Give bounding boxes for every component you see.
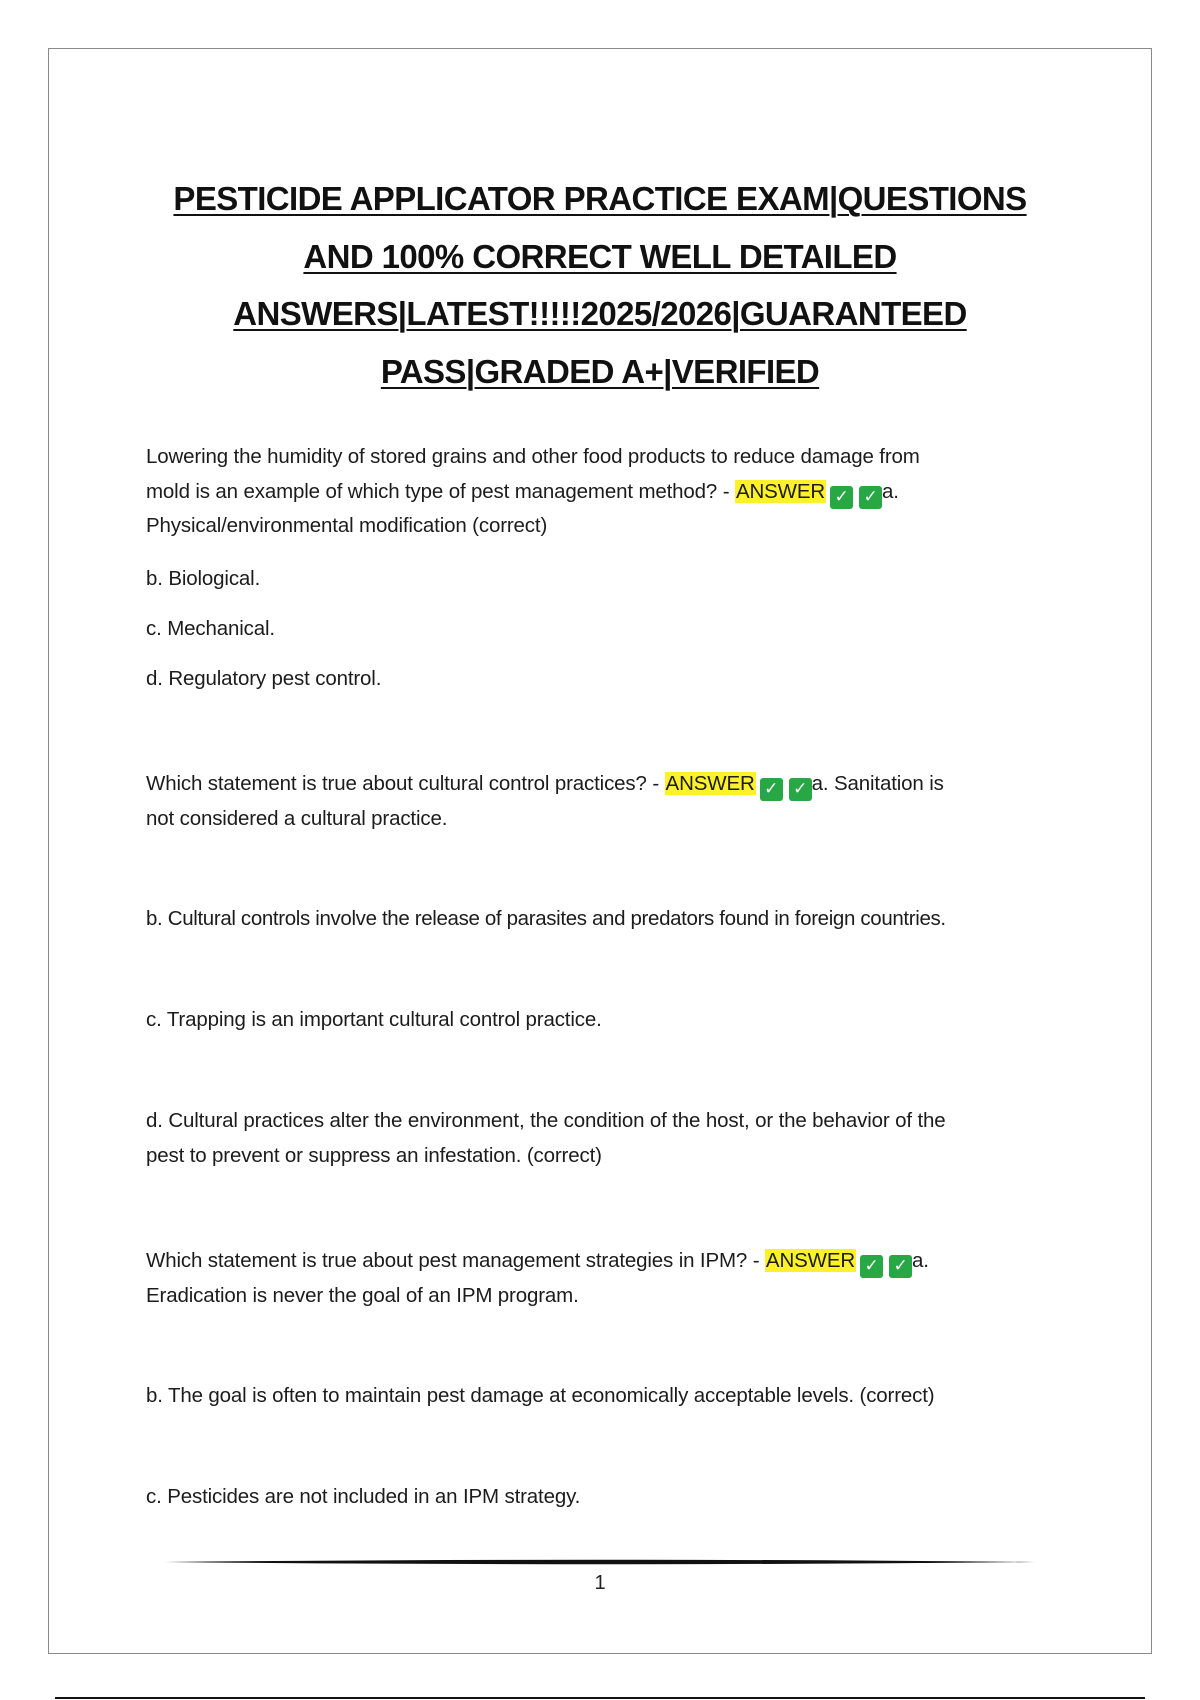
question-1-option-b: b. Biological. — [146, 567, 261, 590]
title-line-2: AND 100% CORRECT WELL DETAILED — [303, 237, 897, 275]
question-3-answer-continuation: Eradication is never the goal of an IPM program. — [146, 1283, 579, 1307]
title-line-3: ANSWERS|LATEST!!!!!2025/2026|GUARANTEED — [233, 295, 967, 333]
question-1-stem-line-2: mold is an example of which type of pest management method? - — [146, 479, 735, 503]
question-2-answer-start: a. Sanitation is — [811, 772, 944, 795]
question-2-option-c: c. Trapping is an important cultural control practice. — [146, 1008, 602, 1031]
question-2-option-d-line-1: d. Cultural practices alter the environment, the condition of the host, or the behavior of the — [146, 1109, 946, 1132]
question-3-stem — [146, 1244, 1066, 1313]
question-2-option-b: b. Cultural controls involve the release of parasites and predators found in foreign countries. — [146, 907, 946, 930]
question-1-answer-start: a. — [882, 479, 899, 503]
question-1-option-c: c. Mechanical. — [146, 617, 275, 640]
check-mark-icon: ✓ — [889, 1255, 912, 1278]
check-mark-icon: ✓ — [760, 778, 783, 801]
check-mark-icon: ✓ — [830, 486, 853, 509]
question-1-stem-line-1: Lowering the humidity of stored grains and other food products to reduce damage from — [146, 445, 920, 468]
question-3-answer-start: a. — [912, 1249, 929, 1272]
answer-highlight: ANSWER — [765, 1249, 855, 1272]
question-2-stem-text: Which statement is true about cultural control practices? - — [146, 772, 665, 795]
question-2-option-d — [146, 1104, 1066, 1173]
question-3-option-b: b. The goal is often to maintain pest damage at economically acceptable levels. (correct) — [146, 1384, 935, 1407]
check-mark-icon: ✓ — [860, 1255, 883, 1278]
question-2-answer-continuation: not considered a cultural practice. — [146, 806, 448, 830]
page-number: 1 — [594, 1572, 606, 1594]
check-mark-icon: ✓ — [859, 486, 882, 509]
question-3-stem-text: Which statement is true about pest management strategies in IPM? - — [146, 1249, 765, 1272]
title-line-4: PASS|GRADED A+|VERIFIED — [380, 352, 820, 390]
footer-divider — [165, 1559, 1035, 1565]
question-2-stem — [146, 767, 1066, 836]
answer-highlight: ANSWER — [665, 772, 755, 795]
question-1-answer-continuation: Physical/environmental modification (correct) — [146, 514, 548, 537]
document-title — [120, 170, 1080, 400]
next-page-edge — [55, 1697, 1145, 1699]
answer-highlight: ANSWER — [735, 479, 826, 503]
title-line-1: PESTICIDE APPLICATOR PRACTICE EXAM|QUESTIONS — [173, 180, 1027, 218]
question-1-stem — [146, 440, 1066, 544]
question-2-option-d-line-2: pest to prevent or suppress an infestation. (correct) — [146, 1143, 602, 1167]
question-3-option-c: c. Pesticides are not included in an IPM strategy. — [146, 1485, 581, 1508]
check-mark-icon: ✓ — [789, 778, 812, 801]
question-1-option-d: d. Regulatory pest control. — [146, 667, 382, 690]
